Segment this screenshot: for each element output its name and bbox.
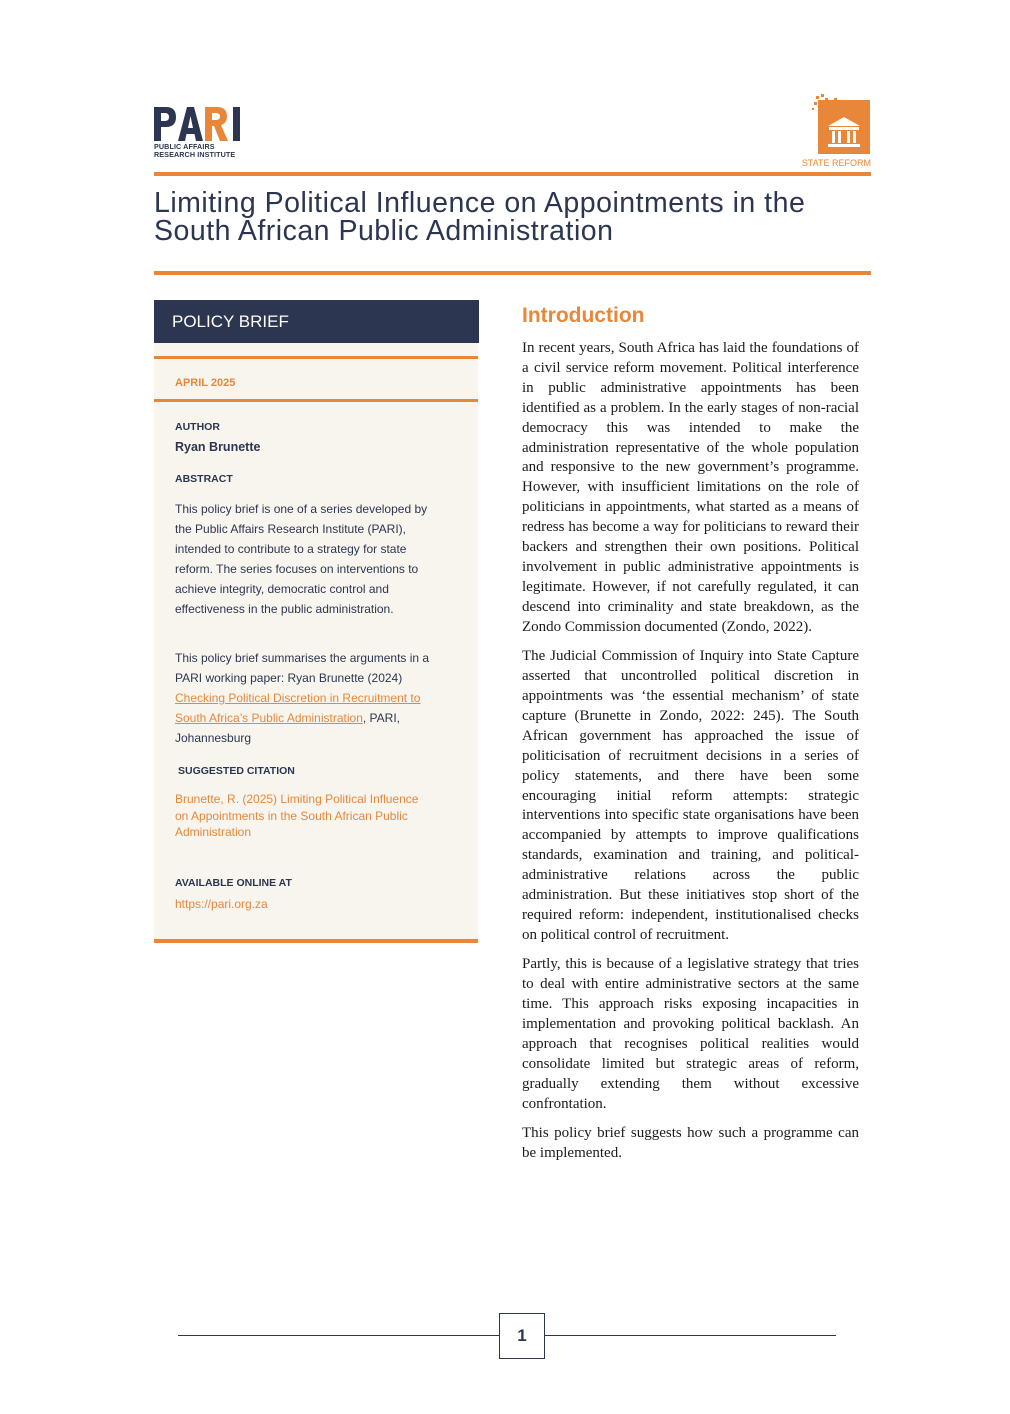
pari-logo-mark [154, 104, 246, 144]
section-label: STATE REFORM [801, 158, 871, 168]
sidebar-panel [154, 343, 478, 943]
author-label: AUTHOR [175, 421, 220, 433]
abstract-paragraph-2 [175, 648, 445, 748]
sidebar-divider-top [154, 356, 478, 359]
abstract-p2-prefix: This policy brief summarises the arguments in a PARI working paper: Ryan Brunette (2024) [175, 651, 430, 685]
sidebar-divider-date [154, 399, 478, 402]
intro-paragraph-4: This policy brief suggests how such a programme can be implemented. [522, 1125, 859, 1162]
online-label: AVAILABLE ONLINE AT [175, 877, 292, 889]
online-url-link[interactable]: https://pari.org.za [175, 897, 268, 911]
header-divider [154, 172, 871, 176]
logo-subtitle-line1: PUBLIC AFFAIRS [154, 142, 215, 151]
abstract-paragraph-1: This policy brief is one of a series developed by the Public Affairs Research Institute (PARI), intended to contribute to a strategy for state reform. The series focuses on interventions to achieve integrity, democratic control and effectiveness in the public administration. [175, 502, 428, 616]
intro-paragraph-3: Partly, this is because of a legislative strategy that tries to deal with entire administrative sectors at the same time. This approach risks exposing incapacities in implementation and provoking political backlash. An approach that recognises political realities would consolidate limited but strategic areas of reform, gradually extending them without excessive confrontation. [522, 956, 859, 1112]
pari-logo [154, 104, 246, 144]
citation-label: SUGGESTED CITATION [178, 765, 295, 777]
abstract-label: ABSTRACT [175, 473, 233, 485]
author-name: Ryan Brunette [175, 440, 261, 454]
pixel-dots-decoration [812, 94, 852, 124]
pixel-dots-icon [812, 94, 852, 124]
intro-paragraph-1: In recent years, South Africa has laid the foundations of a civil service reform movement. Political interference in public administrative appointments has been identified as a problem. In the early stages of non-racial democracy this was intended to make the administration representative of the whole population and responsive to the new government’s programme. However, with insufficient limitations on the role of politicians in appointments, what started as a means of redress has become a way for politicians to reward their backers and strengthen their own positions. Political involvement in public administrative appointments is legitimate. However, if not carefully regulated, it can descend into criminality and state breakdown, as the Zondo Commission documented (Zondo, 2022). [522, 340, 859, 635]
abstract-p2-suffix: , PARI, Johannesburg [175, 711, 400, 745]
introduction-heading: Introduction [522, 304, 645, 327]
intro-paragraph-2: The Judicial Commission of Inquiry into State Capture asserted that uncontrolled political discretion in appointments was ‘the essential mechanism’ of state capture (Brunette in Zondo, 2022: 245). The South African government has approached the issue of politicisation of recruitment decisions in a series of policy statements, and there have been some encouraging initial reform attempts: strategic interventions into specific state organisations have been accompanied by attempts to improve qualifications standards, examination and training, and political-administrative relations across the public administration. But these initiatives stop short of the required reform: independent, institutionalised checks on political control of recruitment. [522, 648, 859, 943]
document-title: Limiting Political Influence on Appointments in the South African Public Administration [154, 187, 806, 247]
publication-date: APRIL 2025 [175, 377, 236, 389]
policy-brief-heading: POLICY BRIEF [154, 300, 479, 343]
logo-subtitle-line2: RESEARCH INSTITUTE [154, 150, 236, 159]
introduction-body [522, 339, 859, 1174]
logo-subtitle [154, 143, 235, 159]
title-divider [154, 271, 871, 275]
working-paper-link[interactable]: Checking Political Discretion in Recruitment to South Africa’s Public Administration [175, 691, 421, 725]
citation-text: Brunette, R. (2025) Limiting Political Influence on Appointments in the South African Public Administration [175, 792, 419, 839]
page-number: 1 [499, 1313, 545, 1359]
